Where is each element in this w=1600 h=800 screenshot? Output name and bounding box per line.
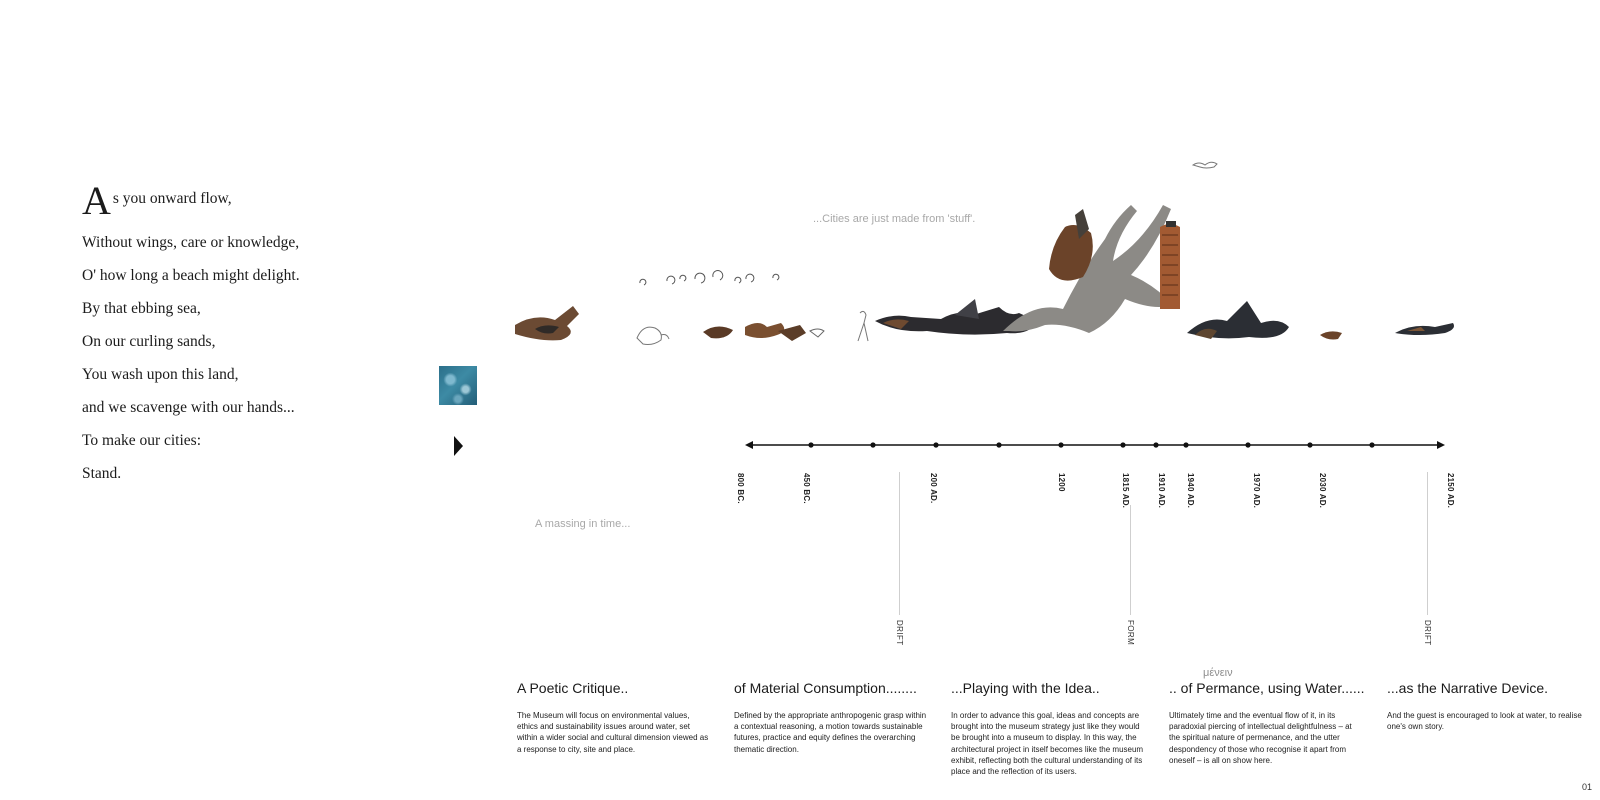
column-body: The Museum will focus on environmental values, ethics and sustainability issues around water, set within a wider social and cultural dimension viewed as a response to city, site and place. [517,711,709,754]
greek-word: μένειν [1203,667,1233,679]
timeline-date: 1815 AD. [1121,473,1130,509]
poem-line: and we scavenge with our hands... [82,399,295,416]
poem-first-line-text: s you onward flow, [112,190,232,207]
column-body: Defined by the appropriate anthropogenic grasp within a contextual reasoning, a motion towards sustainable futures, practice and equity defines the overarching thematic direction. [734,711,927,754]
page-number: 01 [1581,782,1592,792]
poem-line: Stand. [82,465,122,482]
column-body: In order to advance this goal, ideas and concepts are brought into the museum strategy just like they would be brought into a museum to display. In this way, the architectural project in itself becomes like the museum exhibit, reflecting both the cultural understanding of its place and the reflection of its users. [951,711,1144,777]
timeline-axis [745,430,1445,460]
timeline-date: 2030 AD. [1318,473,1327,509]
text-column [1169,680,1364,766]
poem-line: By that ebbing sea, [82,300,201,317]
poem-line: To make our cities: [82,432,202,449]
drift-label: DRIFT [1423,620,1432,646]
column-body: Ultimately time and the eventual flow of it, in its paradoxial piercing of intellectual delightfulness – at the spiritual nature of permenance, and the utter despondency of those who recognise it apart from oneself – is all on show here. [1169,711,1352,765]
text-column [951,680,1146,777]
timeline-date: 800 BC. [736,473,745,504]
cities-caption: ...Cities are just made from 'stuff'. [813,213,976,225]
column-heading: of Material Consumption........ [734,680,917,696]
timeline-date: 450 BC. [802,473,811,504]
form-marker-line [1130,505,1131,615]
poem-line: You wash upon this land, [82,366,239,383]
drift-marker-line [899,472,900,615]
text-column [734,680,929,755]
column-body: And the guest is encouraged to look at water, to realise one's own story. [1387,711,1582,732]
poem-line: O' how long a beach might delight. [82,267,300,284]
column-heading: ...as the Narrative Device. [1387,680,1549,696]
timeline-date: 1970 AD. [1252,473,1261,509]
poem-first-line [82,178,232,223]
column-heading: A Poetic Critique.. [517,680,629,696]
play-icon[interactable] [454,436,463,456]
text-column [1387,680,1582,732]
form-label: FORM [1126,620,1135,646]
drift-label: DRIFT [895,620,904,646]
column-heading: .. of Permance, using Water...... [1169,680,1365,696]
timeline-date: 1910 AD. [1157,473,1166,509]
poem-line: On our curling sands, [82,333,216,350]
timeline-date: 200 AD. [929,473,938,504]
text-column [517,680,712,755]
timeline-date: 1940 AD. [1186,473,1195,509]
column-heading: ...Playing with the Idea.. [951,680,1100,696]
poem-line: Without wings, care or knowledge, [82,234,300,251]
poem-dropcap: A [82,178,111,223]
water-texture-thumbnail[interactable] [439,366,477,405]
timeline-date: 2150 AD. [1446,473,1455,509]
driftwood-collage-illustration [515,155,1495,370]
timeline-date: 1200 [1057,473,1066,492]
massing-caption: A massing in time... [535,518,631,530]
drift-marker-line [1427,472,1428,615]
